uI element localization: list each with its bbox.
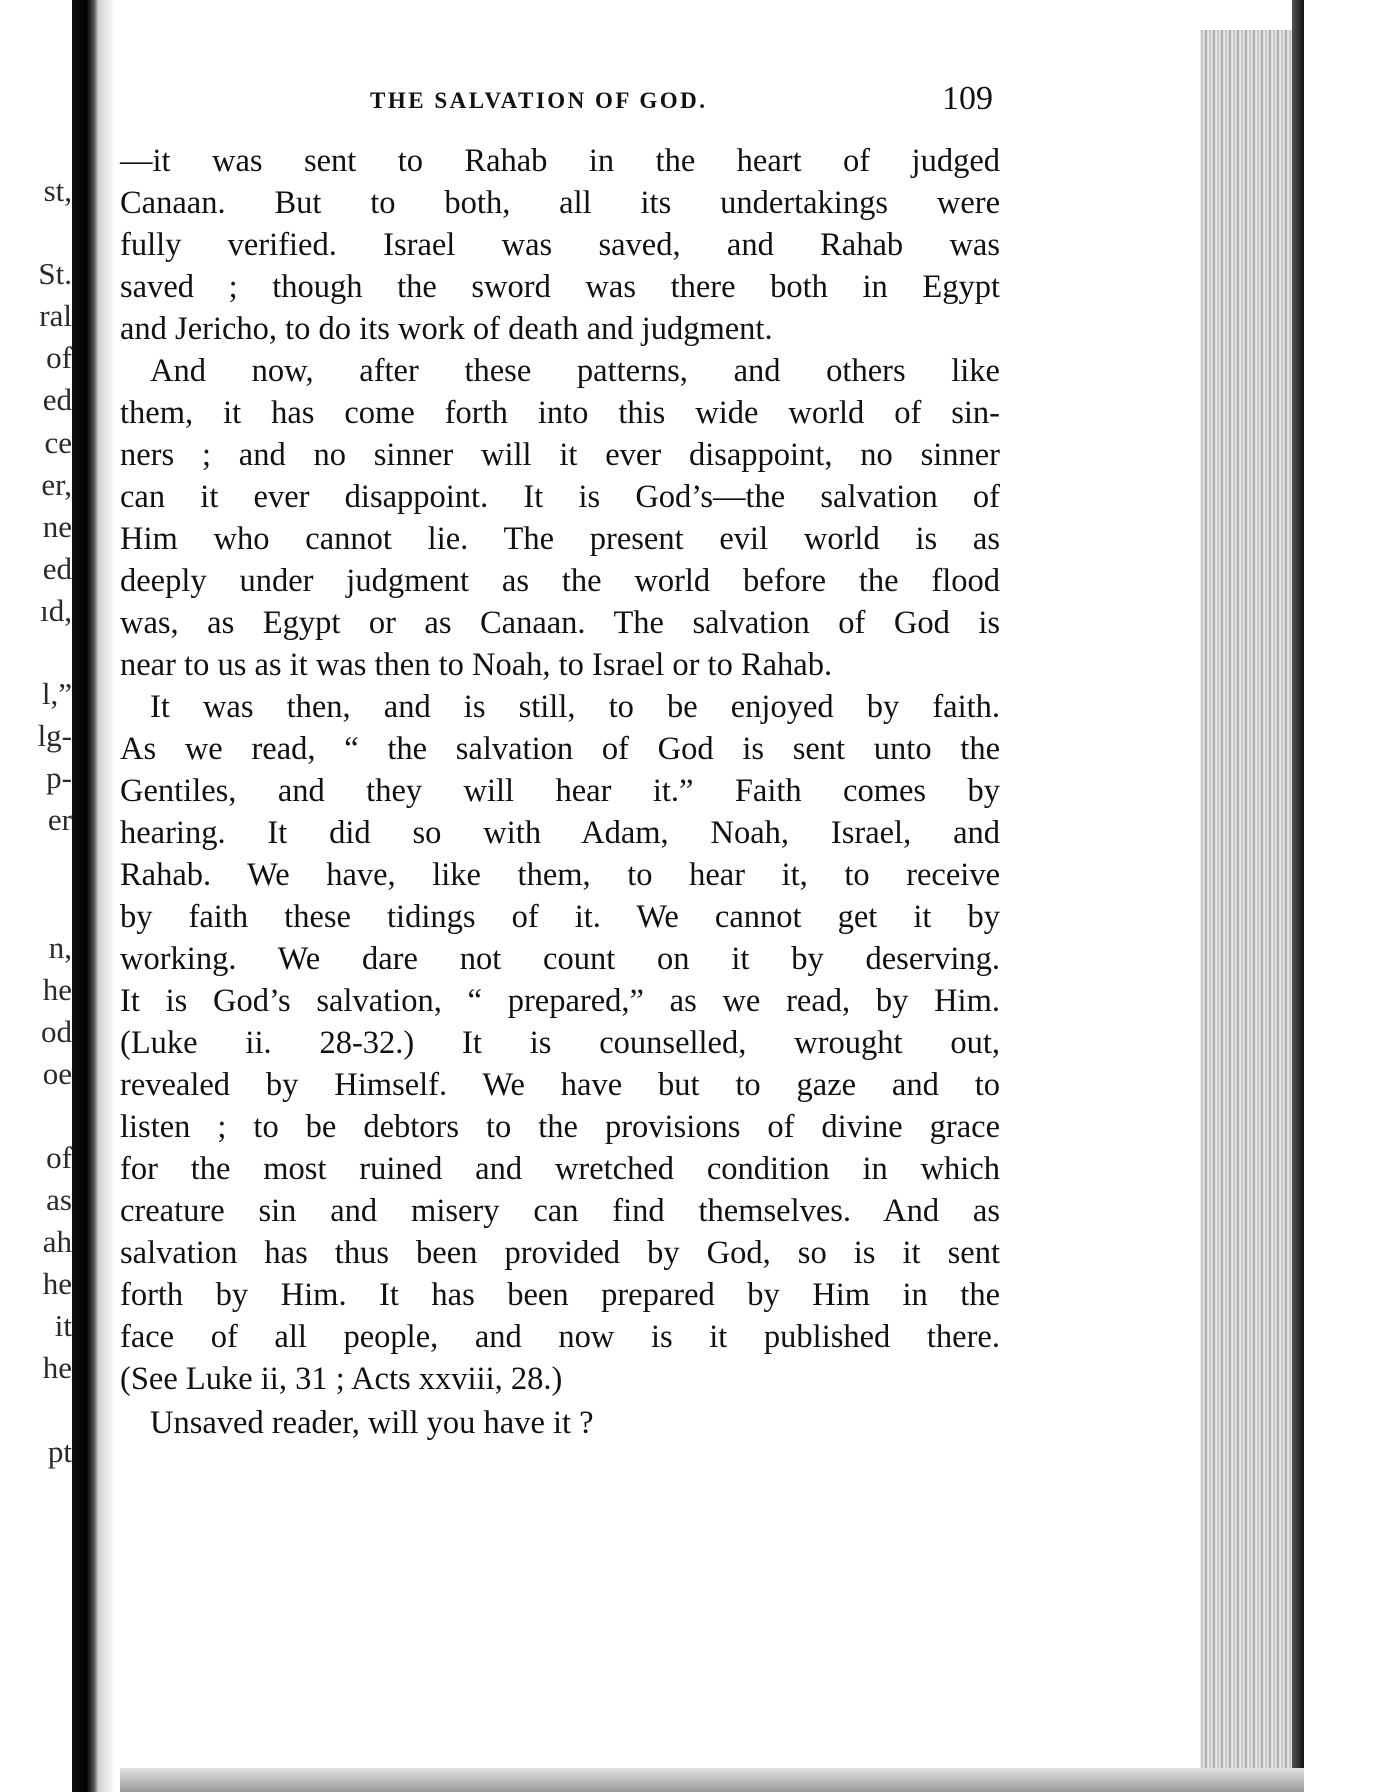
facing-page-fragment: pt: [47, 1434, 72, 1469]
text-line: can it ever disappoint. It is God’s—the salvation of: [120, 479, 1000, 515]
facing-page-fragment: er: [47, 802, 72, 837]
text-line: It was then, and is still, to be enjoyed by faith.: [150, 689, 1000, 725]
text-line: hearing. It did so with Adam, Noah, Israel, and: [120, 815, 1000, 851]
facing-page-fragment: of: [46, 340, 72, 375]
facing-page-fragment: it: [54, 1308, 72, 1343]
facing-page-fragment: as: [46, 1182, 72, 1217]
facing-page-fragment: oe: [42, 1056, 72, 1091]
text-line: by faith these tidings of it. We cannot get it by: [120, 899, 1000, 935]
page-header: [120, 80, 1010, 120]
text-line: them, it has come forth into this wide world of sin-: [120, 395, 1000, 431]
facing-page-fragment: st,: [43, 173, 72, 208]
text-line: salvation has thus been provided by God, so is it sent: [120, 1235, 1000, 1271]
facing-page-edge: [0, 0, 72, 1792]
text-line: face of all people, and now is it published there.: [120, 1319, 1000, 1355]
text-line: Gentiles, and they will hear it.” Faith comes by: [120, 773, 1000, 809]
text-line: (Luke ii. 28-32.) It is counselled, wrought out,: [120, 1025, 1000, 1061]
running-head: THE SALVATION OF GOD.: [370, 88, 708, 113]
facing-page-fragment: he: [42, 1350, 72, 1385]
facing-page-fragment: p-: [46, 760, 72, 795]
facing-page-fragment: ıd,: [40, 593, 72, 628]
text-line: for the most ruined and wretched condition in which: [120, 1151, 1000, 1187]
text-line: fully verified. Israel was saved, and Rahab was: [120, 227, 1000, 263]
page-bottom-edge: [120, 1768, 1304, 1792]
text-line: Canaan. But to both, all its undertakings were: [120, 185, 1000, 221]
text-line: creature sin and misery can find themselves. And as: [120, 1193, 1000, 1229]
page-number: 109: [942, 80, 993, 117]
page-stack-edge: [1200, 30, 1300, 1770]
text-line: deeply under judgment as the world before the flood: [120, 563, 1000, 599]
text-line: listen ; to be debtors to the provisions of divine grace: [120, 1109, 1000, 1145]
text-line: As we read, “ the salvation of God is sent unto the: [120, 731, 1000, 767]
facing-page-fragment: St.: [38, 256, 72, 291]
text-line: Him who cannot lie. The present evil world is as: [120, 521, 1000, 557]
facing-page-fragment: he: [42, 972, 72, 1007]
text-line: saved ; though the sword was there both in Egypt: [120, 269, 1000, 305]
book-gutter: [72, 0, 98, 1792]
text-line: revealed by Himself. We have but to gaze and to: [120, 1067, 1000, 1103]
gutter-shadow: [98, 0, 116, 1792]
text-line: was, as Egypt or as Canaan. The salvation of God is: [120, 605, 1000, 641]
text-line: ners ; and no sinner will it ever disappoint, no sinner: [120, 437, 1000, 473]
facing-page-fragment: od: [41, 1014, 72, 1049]
text-line: Rahab. We have, like them, to hear it, to receive: [120, 857, 1000, 893]
text-line: It is God’s salvation, “ prepared,” as we read, by Him.: [120, 983, 1000, 1019]
facing-page-fragment: ne: [42, 509, 72, 544]
text-line: Unsaved reader, will you have it ?: [150, 1405, 594, 1441]
text-line: forth by Him. It has been prepared by Him in the: [120, 1277, 1000, 1313]
facing-page-fragment: er,: [41, 467, 72, 502]
facing-page-fragment: ral: [39, 298, 72, 333]
facing-page-fragment: he: [42, 1266, 72, 1301]
facing-page-fragment: ah: [42, 1224, 72, 1259]
facing-page-fragment: n,: [48, 930, 72, 965]
facing-page-fragment: ed: [42, 382, 72, 417]
text-line: And now, after these patterns, and others like: [150, 353, 1000, 389]
text-line: —it was sent to Rahab in the heart of judged: [120, 143, 1000, 179]
text-line: and Jericho, to do its work of death and judgment.: [120, 311, 773, 347]
text-line: (See Luke ii, 31 ; Acts xxviii, 28.): [120, 1361, 563, 1397]
facing-page-fragment: l,”: [41, 676, 72, 711]
facing-page-fragment: lg-: [37, 718, 72, 753]
book-outer-edge: [1292, 0, 1304, 1792]
text-line: near to us as it was then to Noah, to Israel or to Rahab.: [120, 647, 833, 683]
facing-page-fragment: ed: [42, 551, 72, 586]
text-line: working. We dare not count on it by deserving.: [120, 941, 1000, 977]
facing-page-fragment: of: [46, 1140, 72, 1175]
facing-page-fragment: ce: [44, 425, 72, 460]
